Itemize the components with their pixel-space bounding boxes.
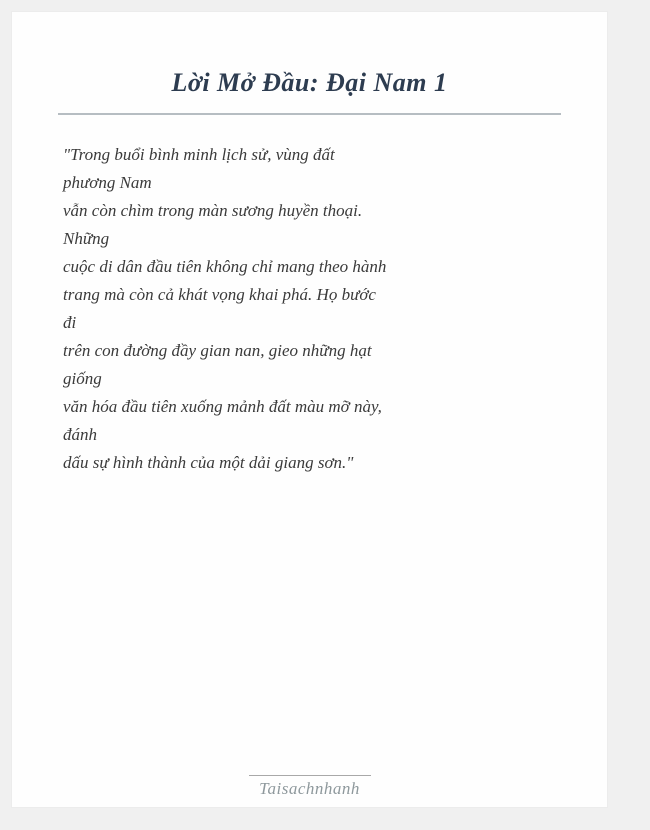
footer-brand: Taisachnhanh	[259, 779, 360, 798]
quote-paragraph	[63, 141, 483, 477]
quote-line: giống	[63, 369, 102, 388]
document-page	[11, 11, 608, 808]
quote-line: cuộc di dân đầu tiên không chỉ mang theo hành	[63, 257, 387, 276]
quote-line: "Trong buổi bình minh lịch sử, vùng đất	[63, 145, 335, 164]
quote-line: đi	[63, 313, 77, 332]
quote-line: Những	[63, 229, 110, 248]
page-footer	[12, 775, 607, 799]
quote-line: dấu sự hình thành của một dải giang sơn."	[63, 453, 354, 472]
quote-line: văn hóa đầu tiên xuống mảnh đất màu mỡ này,	[63, 397, 382, 416]
quote-line: trên con đường đầy gian nan, gieo những hạt	[63, 341, 372, 360]
quote-line: trang mà còn cả khát vọng khai phá. Họ bước	[63, 285, 376, 304]
quote-line: đánh	[63, 425, 97, 444]
quote-line: phương Nam	[63, 173, 152, 192]
footer-divider	[249, 775, 371, 776]
title-divider	[58, 113, 561, 115]
quote-line: vẫn còn chìm trong màn sương huyền thoại.	[63, 201, 363, 220]
page-title: Lời Mở Đầu: Đại Nam 1	[171, 68, 448, 97]
